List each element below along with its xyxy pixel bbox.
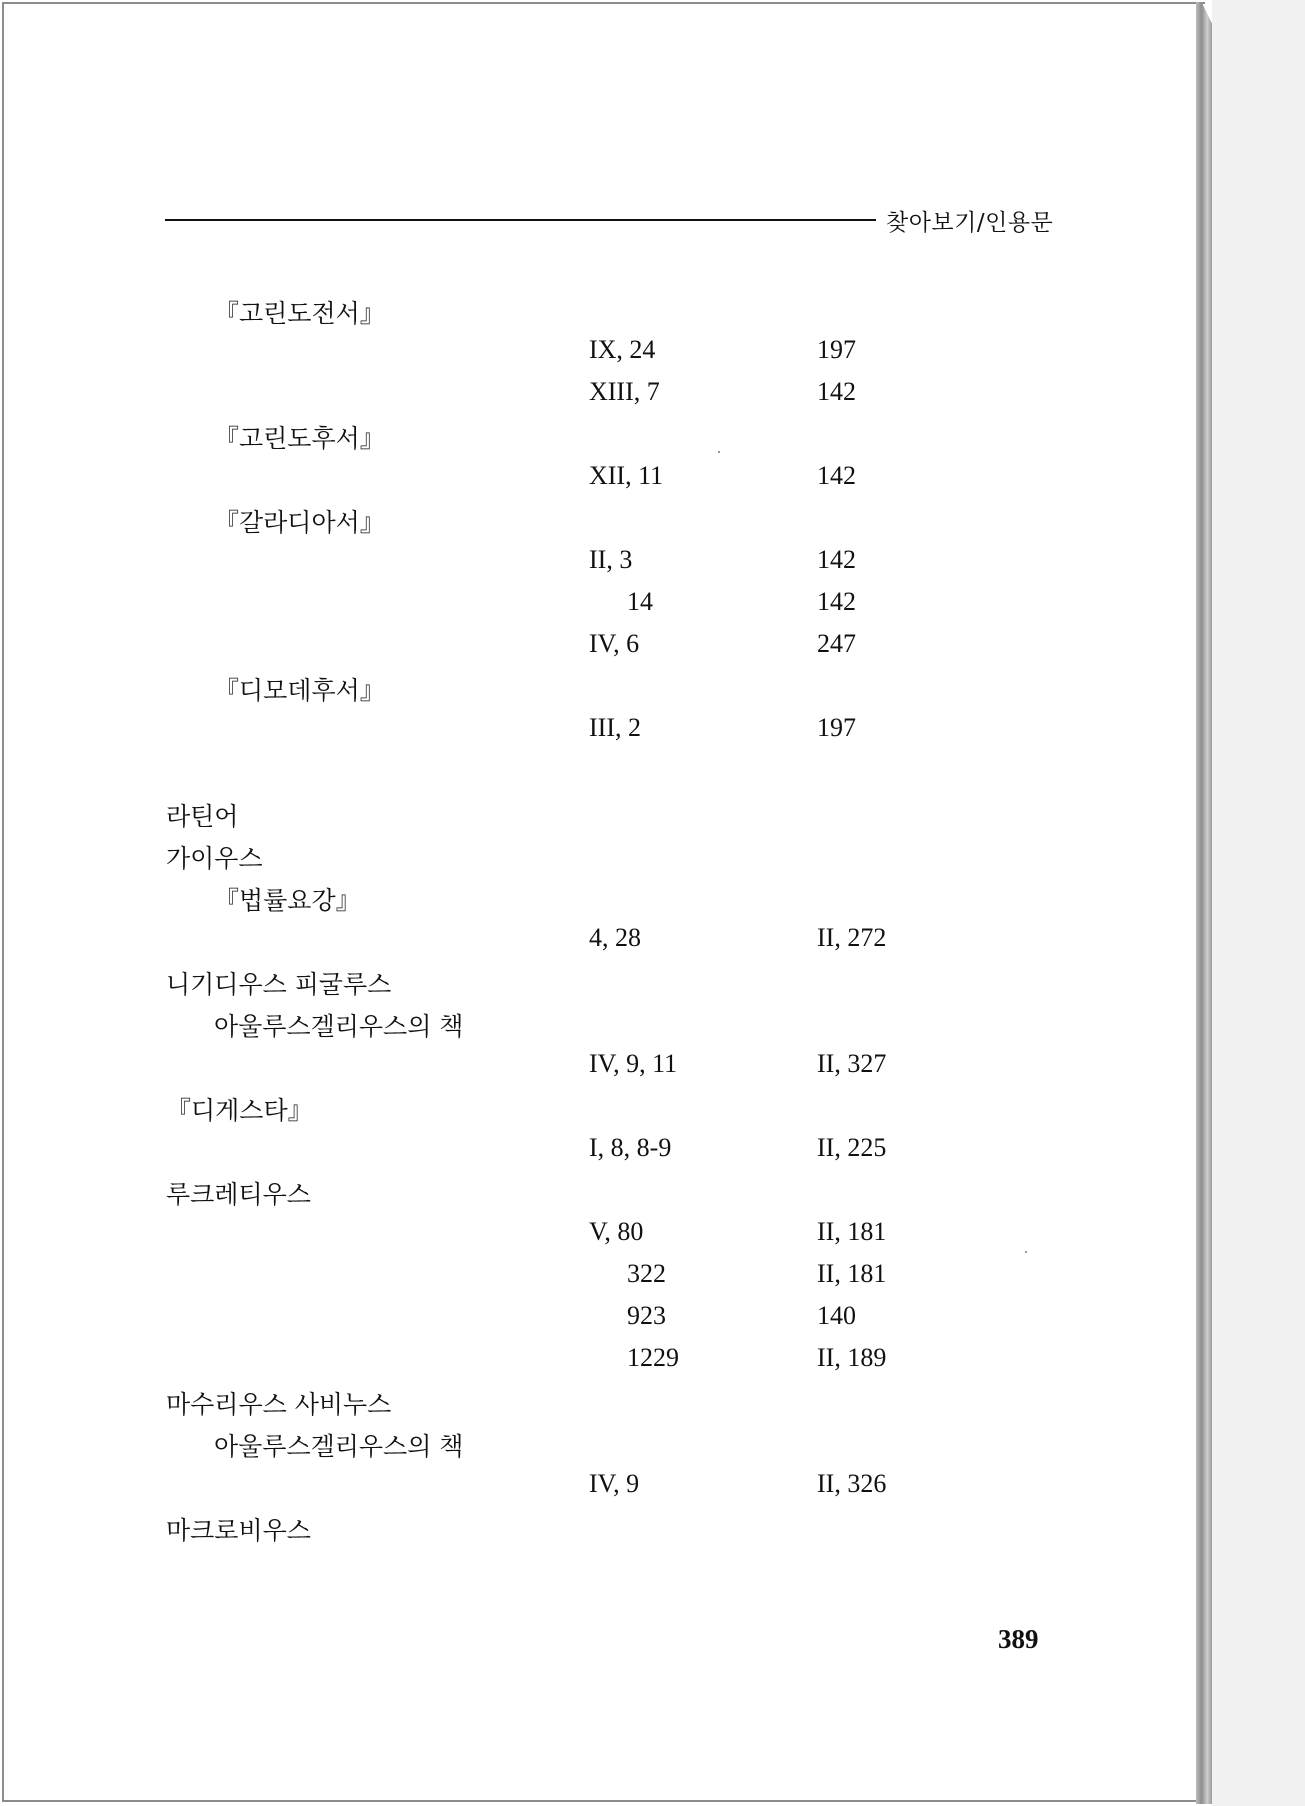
entry-label: 니기디우스 피굴루스	[166, 970, 392, 999]
entry-label: 『디게스타』	[166, 1096, 313, 1125]
citation-ref: XII, 11	[589, 461, 664, 490]
entry-label: 마수리우스 사비누스	[166, 1390, 392, 1419]
citation-page: 140	[817, 1301, 856, 1330]
header-rule	[165, 219, 876, 221]
citation-ref: I, 8, 8-9	[589, 1133, 672, 1162]
index-citation	[0, 373, 1200, 409]
index-citation	[0, 1129, 1200, 1165]
entry-label: 『갈라디아서』	[214, 508, 385, 537]
index-entry	[0, 1087, 1200, 1123]
index-entry	[0, 415, 1200, 451]
citation-page: 142	[817, 587, 856, 616]
index-entry	[0, 1003, 1200, 1039]
citation-page: II, 326	[817, 1469, 887, 1498]
scan-speck	[1025, 1251, 1027, 1253]
index-citation	[0, 1045, 1200, 1081]
citation-page: II, 189	[817, 1343, 887, 1372]
index-citation	[0, 1339, 1200, 1375]
entry-label: 가이우스	[166, 844, 263, 873]
entry-label: 『법률요강』	[214, 886, 361, 915]
index-citation	[0, 457, 1200, 493]
index-entry	[0, 1423, 1200, 1459]
index-entry	[0, 1507, 1200, 1543]
citation-page: II, 272	[817, 923, 887, 952]
index-entry	[0, 835, 1200, 871]
citation-ref: 322	[627, 1259, 666, 1288]
citation-ref: IV, 9, 11	[589, 1049, 678, 1078]
citation-page: 142	[817, 545, 856, 574]
page-number: 389	[998, 1624, 1039, 1654]
citation-page: 142	[817, 461, 856, 490]
citation-page: 142	[817, 377, 856, 406]
citation-ref: 4, 28	[589, 923, 641, 952]
index-citation	[0, 583, 1200, 619]
citation-ref: IV, 9	[589, 1469, 640, 1498]
citation-page: II, 225	[817, 1133, 887, 1162]
index-entry	[0, 877, 1200, 913]
entry-label: 『디모데후서』	[214, 676, 385, 705]
index-citation	[0, 1255, 1200, 1291]
index-citation	[0, 1465, 1200, 1501]
entry-label: 마크로비우스	[166, 1516, 311, 1545]
index-citation	[0, 541, 1200, 577]
citation-ref: IX, 24	[589, 335, 656, 364]
entry-label: 루크레티우스	[166, 1180, 311, 1209]
index-citation	[0, 919, 1200, 955]
index-entry	[0, 961, 1200, 997]
citation-page: II, 327	[817, 1049, 887, 1078]
citation-ref: 923	[627, 1301, 666, 1330]
citation-page: II, 181	[817, 1259, 887, 1288]
index-entry	[0, 499, 1200, 535]
entry-label: 아울루스겔리우스의 책	[214, 1012, 464, 1041]
citation-ref: V, 80	[589, 1217, 644, 1246]
index-citation	[0, 709, 1200, 745]
index-citation	[0, 1213, 1200, 1249]
index-entry	[0, 793, 1200, 829]
citation-ref: 1229	[627, 1343, 679, 1372]
citation-page: II, 181	[817, 1217, 887, 1246]
citation-ref: III, 2	[589, 713, 641, 742]
index-entry	[0, 1171, 1200, 1207]
entry-label: 라틴어	[166, 802, 239, 831]
index-citation	[0, 331, 1200, 367]
entry-label: 아울루스겔리우스의 책	[214, 1432, 464, 1461]
citation-page: 247	[817, 629, 856, 658]
scan-speck	[718, 451, 720, 453]
index-entry	[0, 1381, 1200, 1417]
citation-page: 197	[817, 713, 856, 742]
citation-ref: IV, 6	[589, 629, 640, 658]
background-margin	[1212, 0, 1305, 1806]
index-citation	[0, 625, 1200, 661]
index-entry	[0, 667, 1200, 703]
index-entry	[0, 290, 1200, 326]
index-citation	[0, 1297, 1200, 1333]
citation-ref: 14	[627, 587, 653, 616]
citation-ref: XIII, 7	[589, 377, 660, 406]
citation-page: 197	[817, 335, 856, 364]
running-head: 찾아보기/인용문	[886, 210, 1054, 236]
citation-ref: II, 3	[589, 545, 633, 574]
entry-label: 『고린도전서』	[214, 299, 385, 328]
entry-label: 『고린도후서』	[214, 424, 385, 453]
